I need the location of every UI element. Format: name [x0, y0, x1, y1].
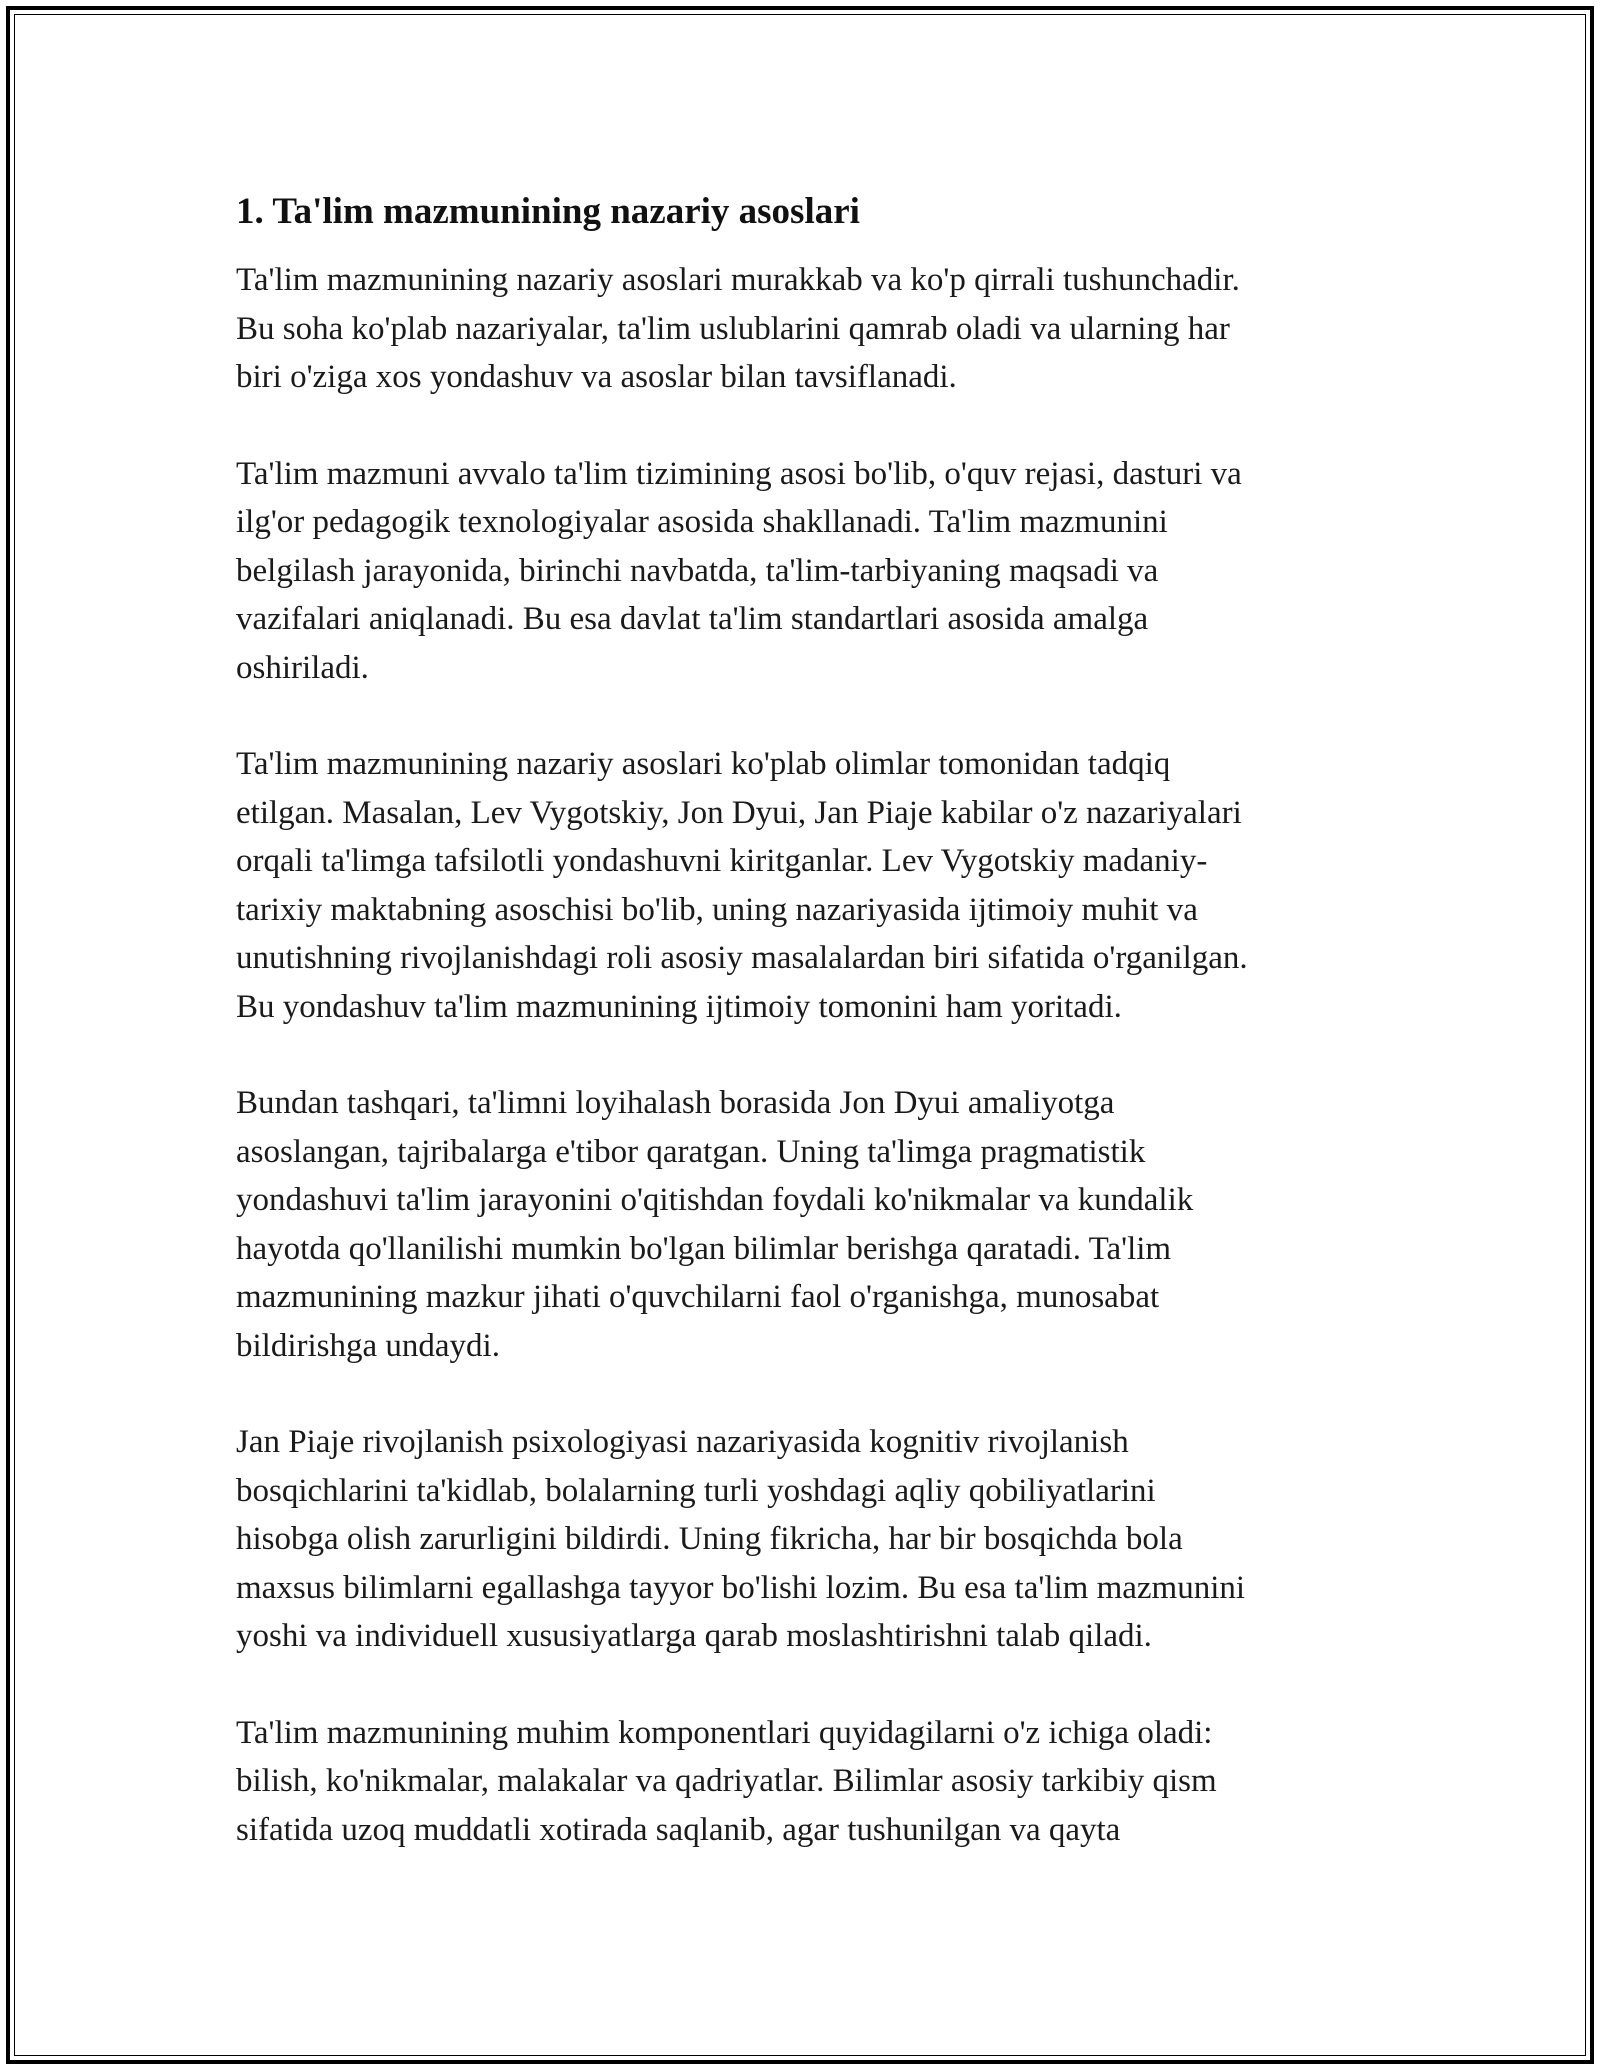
paragraph-4: Bundan tashqari, ta'limni loyihalash borasida Jon Dyui amaliyotga asoslangan, tajribalarga e'tibor qaratgan. Uning ta'limga pragmatistik yondashuvi ta'lim jarayonini o'qitishdan foydali ko'nikmalar va kundalik hayotda qo'llanilishi mumkin bo'lgan bilimlar berishga qaratadi. Ta'lim mazmunining mazkur jihati o'quvchilarni faol o'rganishga, munosabat bildirishga undaydi. [236, 1085, 1194, 1364]
section-heading: 1. Ta'lim mazmunining nazariy asoslari [236, 191, 860, 232]
paragraph-5: Jan Piaje rivojlanish psixologiyasi nazariyasida kognitiv rivojlanish bosqichlarini ta'kidlab, bolalarning turli yoshdagi aqliy qobiliyatlarini hisobga olish zarurligini bildirdi. Uning fikricha, har bir bosqichda bola maxsus bilimlarni egallashga tayyor bo'lishi lozim. Bu esa ta'lim mazmunini yoshi va individuell xususiyatlarga qarab moslashtirishni talab qiladi. [236, 1424, 1246, 1654]
document-body [236, 186, 1366, 1902]
paragraph-1: Ta'lim mazmunining nazariy asoslari murakkab va ko'p qirrali tushunchadir. Bu soha ko'plab nazariyalar, ta'lim uslublarini qamrab oladi va ularning har biri o'ziga xos yondashuv va asoslar bilan tavsiflanadi. [236, 262, 1240, 395]
paragraph-2: Ta'lim mazmuni avvalo ta'lim tizimining asosi bo'lib, o'quv rejasi, dasturi va ilg'or pedagogik texnologiyalar asosida shakllanadi. Ta'lim mazmunini belgilash jarayonida, birinchi navbatda, ta'lim-tarbiyaning maqsadi va vazifalari aniqlanadi. Bu esa davlat ta'lim standartlari asosida amalga oshiriladi. [236, 455, 1242, 686]
paragraph-3: Ta'lim mazmunining nazariy asoslari ko'plab olimlar tomonidan tadqiq etilgan. Masalan, Lev Vygotskiy, Jon Dyui, Jan Piaje kabilar o'z nazariyalari orqali ta'limga tafsilotli yondashuvni kiritganlar. Lev Vygotskiy madaniy- tarixiy maktabning asoschisi bo'lib, uning nazariyasida ijtimoiy muhit va unutishning rivojlanishdagi roli asosiy masalalardan biri sifatida o'rganilgan. Bu yondashuv ta'lim mazmunining ijtimoiy tomonini ham yoritadi. [236, 746, 1248, 1025]
paragraph-6: Ta'lim mazmunining muhim komponentlari quyidagilarni o'z ichiga oladi: bilish, ko'nikmalar, malakalar va qadriyatlar. Bilimlar asosiy tarkibiy qism sifatida uzoq muddatli xotirada saqlanib, agar tushunilgan va qayta [236, 1714, 1217, 1848]
